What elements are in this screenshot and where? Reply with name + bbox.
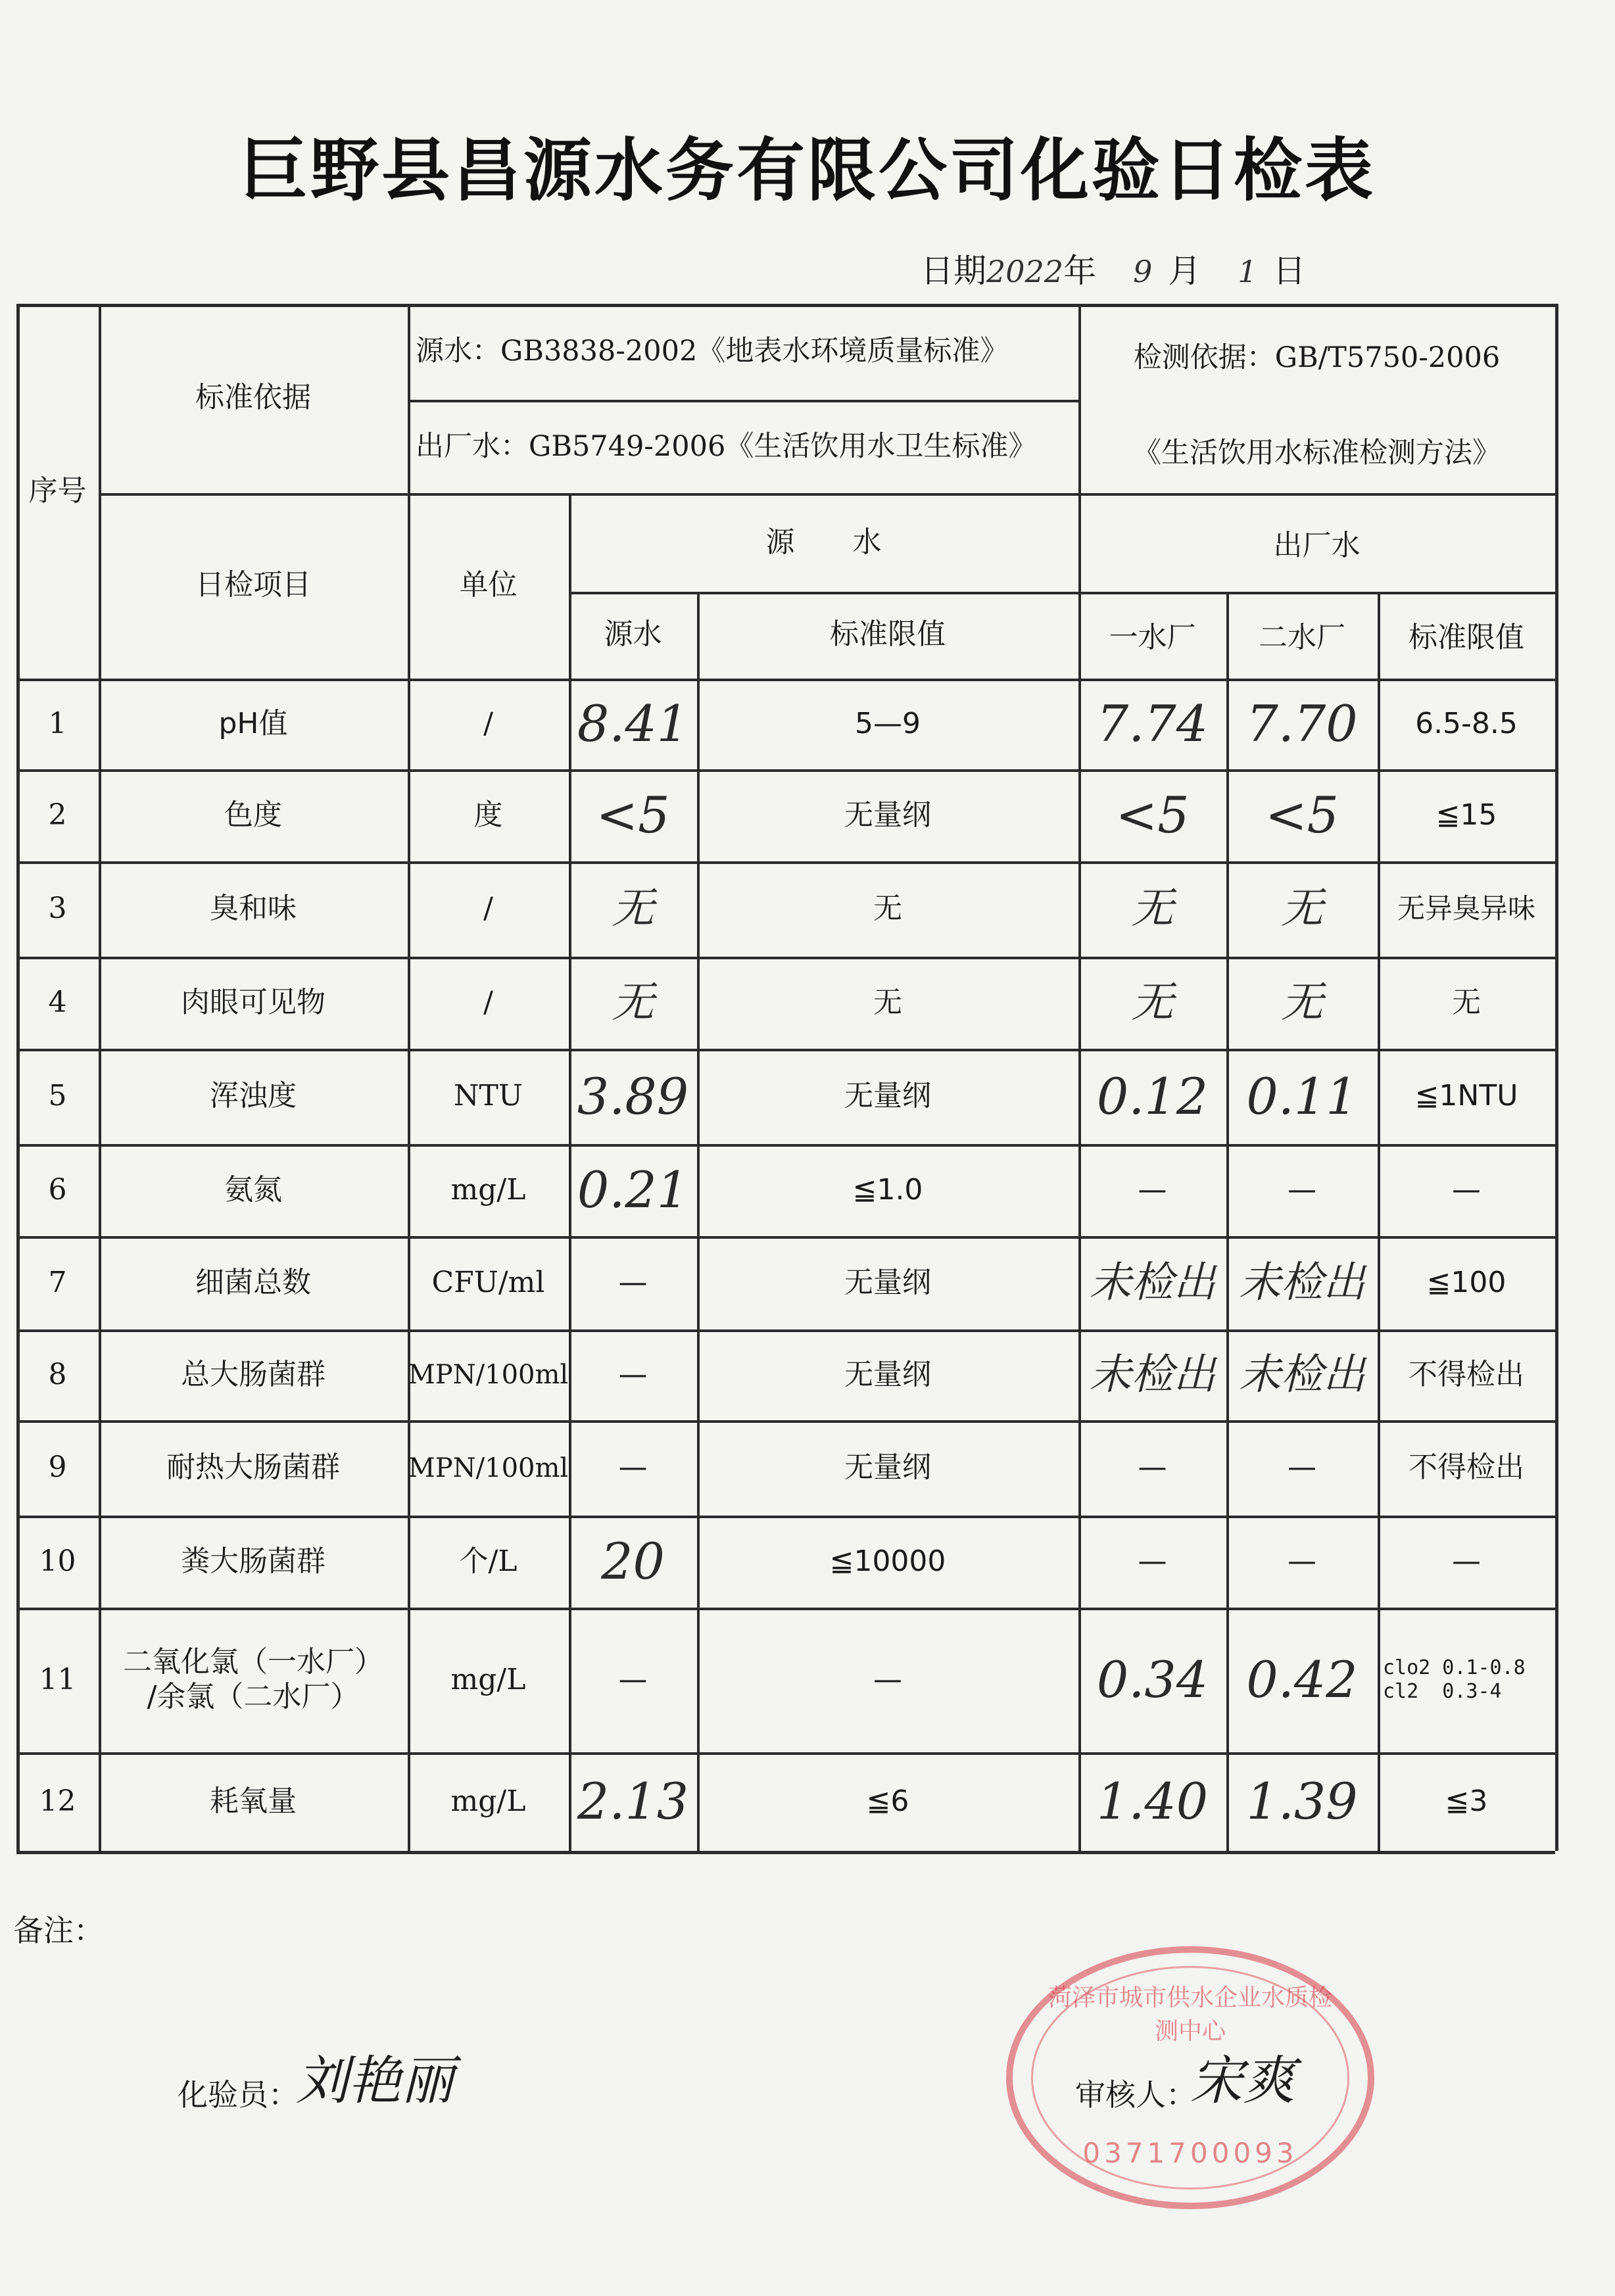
cell-src: —	[618, 1450, 648, 1485]
reviewer-label: 审核人：	[1075, 2077, 1196, 2113]
cell-limit: 不得检出	[1409, 1450, 1524, 1485]
cell-p1: 1.40	[1096, 1772, 1209, 1831]
cell-p2: 0.11	[1246, 1066, 1358, 1126]
cell-unit: mg/L	[450, 1784, 526, 1818]
cell-p2: —	[1288, 1450, 1316, 1485]
cell-p2: 0.42	[1246, 1650, 1358, 1710]
cell-unit: 度	[473, 798, 503, 832]
cell-item	[99, 1608, 408, 1752]
header-unit: 单位	[459, 567, 518, 602]
cell-unit: 个/L	[459, 1544, 518, 1578]
cell-src-limit: 无量纲	[844, 1265, 931, 1299]
header-plant1: 一水厂	[1109, 620, 1196, 654]
date-label: 日期	[921, 252, 986, 290]
tester-signature: 刘艳丽	[296, 2050, 454, 2111]
cell-limit: ≦3	[1445, 1784, 1488, 1818]
cell-item: pH值	[218, 706, 288, 740]
cell-item: 总大肠菌群	[181, 1357, 325, 1391]
cell-unit: mg/L	[450, 1662, 526, 1696]
date-day: 1	[1238, 254, 1257, 289]
header-method-1: 检测依据：GB/T5750-2006	[1133, 341, 1501, 375]
date-day-unit: 日	[1272, 252, 1306, 290]
cell-unit: NTU	[454, 1079, 523, 1113]
cell-p1: —	[1138, 1172, 1167, 1207]
cell-src-limit: ≦6	[866, 1784, 909, 1818]
cell-src: 3.89	[577, 1066, 689, 1126]
cell-src: 无	[612, 884, 654, 934]
cell-p2: —	[1288, 1544, 1316, 1578]
cell-src-limit: 无量纲	[844, 1079, 931, 1113]
cell-unit: mg/L	[450, 1172, 526, 1207]
cell-unit: /	[483, 985, 493, 1019]
cell-src-limit: 无量纲	[844, 1357, 931, 1391]
header-item: 日检项目	[195, 567, 311, 602]
cell-limit: ≦100	[1426, 1265, 1507, 1299]
cell-unit: MPN/100ml	[408, 1452, 569, 1483]
cell-src: —	[618, 1265, 648, 1299]
header-source-val: 源水	[604, 617, 662, 651]
cell-item: 耐热大肠菌群	[166, 1450, 340, 1485]
cell-src-limit: 5—9	[855, 706, 921, 740]
header-basis: 标准依据	[195, 380, 311, 414]
row11-item-line1: 二氧化氯（一水厂）	[123, 1645, 383, 1679]
cell-src-limit: 无量纲	[844, 1450, 931, 1485]
cell-limit: 无	[1452, 985, 1481, 1019]
cell-src-limit: 无	[873, 892, 902, 926]
row11-item-line2: /余氯（二水厂）	[147, 1680, 360, 1713]
cell-no: 4	[48, 985, 67, 1019]
row11-limit-line2: cl2 0.3-4	[1383, 1680, 1502, 1703]
cell-limit: 不得检出	[1409, 1357, 1524, 1391]
header-source-group: 源 水	[765, 525, 882, 559]
cell-p1: 7.74	[1096, 694, 1209, 753]
cell-src: 2.13	[577, 1772, 689, 1831]
cell-p1: 未检出	[1089, 1258, 1216, 1307]
cell-no: 12	[39, 1784, 76, 1818]
cell-p2: 1.39	[1246, 1772, 1358, 1831]
header-source-std: 源水：GB3838-2002《地表水环境质量标准》	[416, 335, 1009, 368]
cell-src: —	[618, 1357, 648, 1391]
date-year-unit: 年	[1063, 252, 1097, 290]
cell-limit: 无异臭异味	[1397, 892, 1535, 925]
header-seq: 序号	[28, 474, 87, 508]
cell-unit: MPN/100ml	[408, 1360, 569, 1390]
header-plant2: 二水厂	[1259, 620, 1345, 654]
cell-unit: /	[483, 706, 493, 740]
cell-no: 11	[39, 1662, 76, 1696]
date-month: 9	[1133, 254, 1153, 289]
cell-item: 细菌总数	[195, 1265, 311, 1299]
cell-item: 肉眼可见物	[181, 985, 325, 1019]
cell-p2: 未检出	[1239, 1258, 1365, 1307]
header-source-limit: 标准限值	[830, 617, 946, 651]
header-outlet-limit: 标准限值	[1409, 620, 1524, 654]
cell-src: <5	[596, 786, 670, 845]
cell-item: 耗氧量	[210, 1784, 297, 1818]
cell-no: 3	[48, 892, 67, 926]
reviewer-signature: 宋爽	[1190, 2050, 1295, 2111]
cell-p2: —	[1288, 1172, 1316, 1207]
cell-src: 0.21	[577, 1160, 689, 1220]
cell-p1: <5	[1115, 786, 1190, 845]
cell-src-limit: 无量纲	[844, 798, 931, 832]
cell-src-limit: —	[873, 1662, 902, 1696]
stamp-text: 菏泽市城市供水企业水质检测中心	[1048, 1984, 1332, 2045]
cell-src: —	[618, 1662, 648, 1696]
cell-limit	[1378, 1608, 1560, 1752]
cell-p1: 0.34	[1096, 1650, 1209, 1710]
cell-item: 粪大肠菌群	[181, 1544, 325, 1578]
cell-no: 6	[48, 1172, 67, 1207]
cell-limit: —	[1452, 1172, 1481, 1207]
cell-item: 臭和味	[210, 892, 297, 926]
header-outlet-group: 出厂水	[1273, 528, 1361, 562]
cell-limit: —	[1452, 1544, 1481, 1578]
cell-p1: 未检出	[1089, 1350, 1216, 1399]
stamp-code: 0371700093	[1082, 2137, 1298, 2169]
cell-limit: ≦1NTU	[1414, 1079, 1518, 1113]
cell-p2: <5	[1265, 786, 1339, 845]
date-year: 2022	[986, 254, 1064, 289]
cell-src-limit: 无	[873, 985, 902, 1019]
header-method-2: 《生活饮用水标准检测方法》	[1133, 437, 1501, 470]
cell-src: 8.41	[577, 694, 689, 753]
cell-p2: 无	[1281, 884, 1323, 934]
cell-no: 2	[48, 798, 67, 832]
remarks-label: 备注：	[13, 1913, 104, 1948]
cell-src-limit: ≦1.0	[852, 1172, 923, 1207]
cell-limit: 6.5-8.5	[1415, 706, 1518, 740]
row11-limit-line1: clo2 0.1-0.8	[1383, 1656, 1526, 1679]
cell-src-limit: ≦10000	[829, 1544, 946, 1578]
cell-no: 5	[48, 1079, 67, 1113]
cell-p1: 0.12	[1096, 1066, 1209, 1126]
cell-no: 9	[48, 1450, 67, 1485]
cell-limit: ≦15	[1435, 798, 1497, 832]
header-outlet-std: 出厂水：GB5749-2006《生活饮用水卫生标准》	[416, 430, 1037, 464]
cell-src: 20	[601, 1532, 665, 1591]
cell-unit: CFU/ml	[431, 1265, 545, 1299]
cell-no: 7	[48, 1265, 67, 1299]
cell-item: 色度	[224, 798, 282, 832]
date-month-unit: 月	[1168, 252, 1201, 290]
cell-p1: 无	[1131, 884, 1174, 934]
cell-p2: 7.70	[1246, 694, 1358, 753]
cell-no: 1	[48, 706, 67, 740]
page-title: 巨野县昌源水务有限公司化验日检表	[239, 130, 1376, 210]
cell-item: 氨氮	[224, 1172, 282, 1207]
cell-unit: /	[483, 892, 493, 926]
cell-p1: —	[1138, 1544, 1167, 1578]
tester-label: 化验员：	[178, 2077, 299, 2113]
cell-item: 浑浊度	[210, 1079, 297, 1113]
cell-no: 8	[48, 1357, 67, 1391]
cell-no: 10	[39, 1544, 76, 1578]
grid-line	[16, 1851, 1555, 1854]
cell-p1: 无	[1131, 978, 1174, 1027]
cell-src: 无	[612, 978, 654, 1027]
cell-p1: —	[1138, 1450, 1167, 1485]
date-line	[921, 245, 1306, 292]
cell-p2: 未检出	[1239, 1350, 1365, 1399]
cell-p2: 无	[1281, 978, 1323, 1027]
